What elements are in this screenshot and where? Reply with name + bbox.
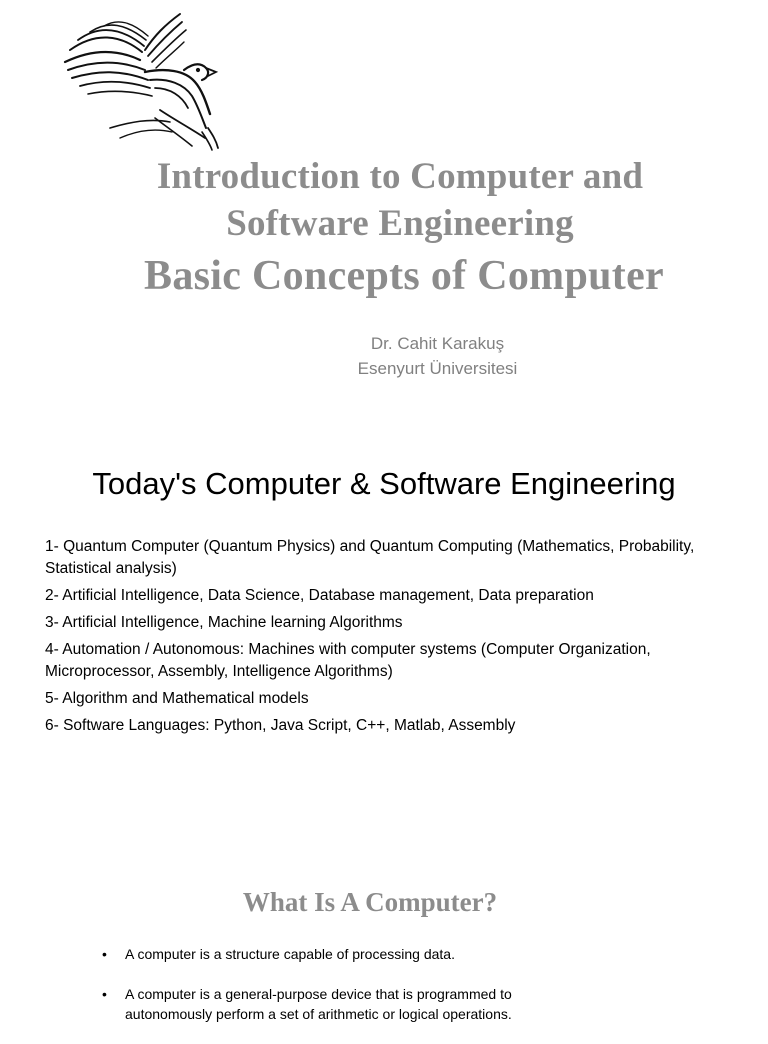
list-item: 4- Automation / Autonomous: Machines with computer systems (Computer Organization, Microprocessor, Assembly, Intelligence Algorithms) (45, 641, 651, 680)
list-item: 2- Artificial Intelligence, Data Science, Database management, Data preparation (45, 587, 594, 604)
list-item (100, 984, 580, 1024)
slide-subtitle: Basic Concepts of Computer (144, 253, 664, 299)
list-item-text: A computer is a general-purpose device that is programmed to autonomously perform a set of arithmetic or logical operations. (125, 986, 512, 1022)
title-slide (0, 0, 768, 410)
definition-slide (0, 870, 768, 1024)
author-name: Dr. Cahit Karakuş (370, 334, 505, 353)
list-item-text: A computer is a structure capable of processing data. (125, 946, 455, 962)
topics-title: Today's Computer & Software Engineering (92, 466, 676, 501)
list-item: 6- Software Languages: Python, Java Script, C++, Matlab, Assembly (45, 717, 516, 734)
list-item: 3- Artificial Intelligence, Machine learning Algorithms (45, 614, 403, 631)
definition-list (100, 944, 580, 1044)
eagle-logo-icon (60, 10, 225, 152)
author-block (300, 331, 575, 381)
slide-title-line-2: Software Engineering (226, 203, 574, 244)
bullet-icon: • (102, 946, 107, 962)
topics-list (45, 536, 735, 742)
author-institution: Esenyurt Üniversitesi (357, 359, 518, 378)
list-item: 1- Quantum Computer (Quantum Physics) and Quantum Computing (Mathematics, Probability, Statistical analysis) (45, 538, 695, 577)
slide-title-line-1: Introduction to Computer and (156, 156, 644, 197)
bullet-icon: • (102, 986, 107, 1002)
topics-slide (0, 450, 768, 770)
slide-title (0, 153, 768, 247)
list-item: 5- Algorithm and Mathematical models (45, 690, 309, 707)
definition-title: What Is A Computer? (242, 887, 498, 917)
list-item (100, 944, 580, 964)
